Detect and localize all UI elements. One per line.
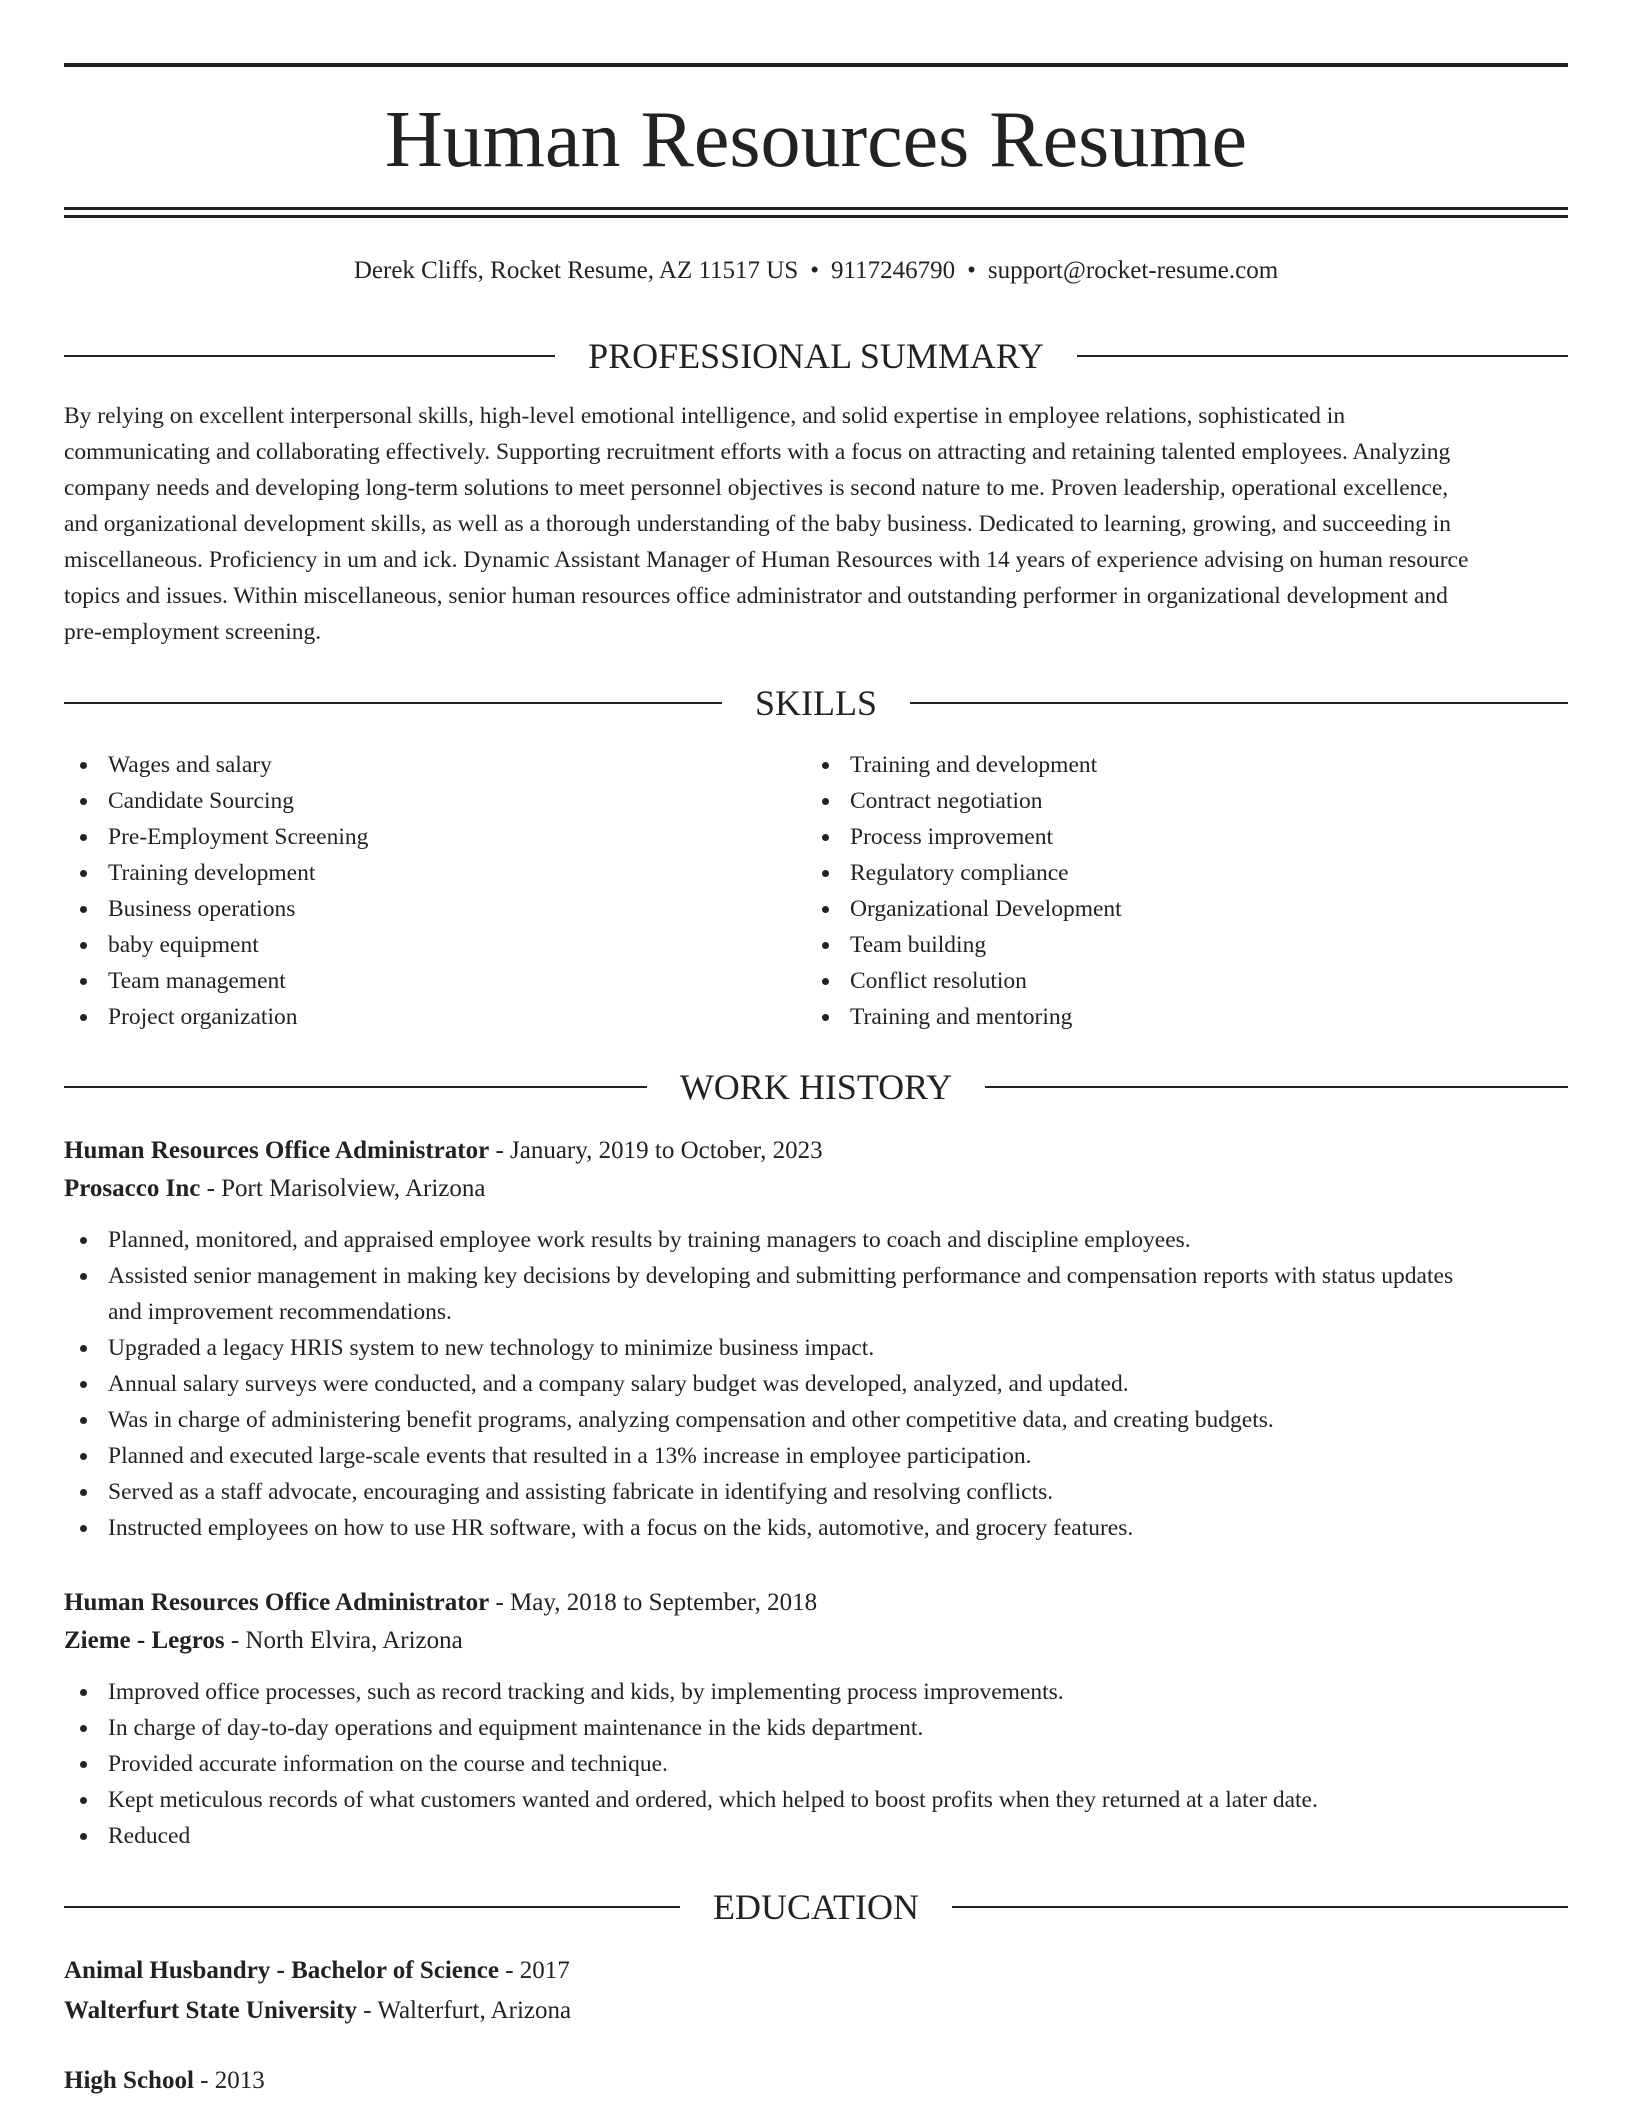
skill-item: Process improvement (806, 819, 1122, 855)
education-degree: High School (64, 2067, 194, 2094)
job-bullet: Upgraded a legacy HRIS system to new technology to minimize business impact. (64, 1330, 1568, 1366)
summary-line: miscellaneous. Proficiency in um and ick. Dynamic Assistant Manager of Human Resources with 14 years of experience advising on human resource (64, 547, 1469, 573)
top-rule (64, 63, 1568, 67)
section-heading-skills (64, 681, 1568, 725)
skill-item: Training and mentoring (806, 999, 1122, 1035)
education-location: - Walterfurt, Arizona (363, 1997, 572, 2024)
job-dates: - May, 2018 to September, 2018 (495, 1589, 818, 1616)
job-company-line (64, 1622, 1568, 1660)
section-heading-summary (64, 334, 1568, 378)
heading-rule (952, 1906, 1568, 1908)
page-title: Human Resources Resume (384, 96, 1248, 184)
contact-phone: 9117246790 (831, 257, 956, 284)
education-school: Walterfurt State University (64, 1997, 357, 2024)
education-year: - 2017 (505, 1957, 570, 1984)
job-location: - Port Marisolview, Arizona (206, 1175, 486, 1202)
skill-item: Contract negotiation (806, 783, 1122, 819)
job-company: Zieme - Legros (64, 1627, 225, 1654)
skill-item: Regulatory compliance (806, 855, 1122, 891)
job-bullet: Instructed employees on how to use HR software, with a focus on the kids, automotive, and grocery features. (64, 1510, 1568, 1546)
job-bullet: Kept meticulous records of what customers wanted and ordered, which helped to boost profits when they returned at a later date. (64, 1782, 1568, 1818)
summary-line: and organizational development skills, as well as a thorough understanding of the baby business. Dedicated to learning, growing, and succeeding in (64, 511, 1452, 537)
skill-item: Wages and salary (64, 747, 806, 783)
heading-rule (985, 1086, 1568, 1088)
skill-item: baby equipment (64, 927, 806, 963)
skill-item: Project organization (64, 999, 806, 1035)
job-bullet: Reduced (64, 1818, 1568, 1854)
summary-line: By relying on excellent interpersonal skills, high-level emotional intelligence, and solid expertise in employee relations, sophisticated in (64, 403, 1346, 429)
skill-item: Team management (64, 963, 806, 999)
skills-list (64, 747, 1568, 1035)
skills-column-right (806, 747, 1122, 1035)
heading-rule (64, 355, 555, 357)
education-year: - 2013 (200, 2067, 265, 2094)
summary-text (64, 398, 1568, 650)
skill-item: Conflict resolution (806, 963, 1122, 999)
job-bullet: In charge of day-to-day operations and equipment maintenance in the kids department. (64, 1710, 1568, 1746)
title-double-rule-lower (64, 215, 1568, 218)
job-bullet: Planned and executed large-scale events that resulted in a 13% increase in employee participation. (64, 1438, 1568, 1474)
skill-item: Training development (64, 855, 806, 891)
skill-item: Pre-Employment Screening (64, 819, 806, 855)
section-title: SKILLS (755, 683, 878, 723)
section-title: EDUCATION (713, 1887, 919, 1927)
job-title-line (64, 1584, 1568, 1622)
education-entry (64, 1951, 1568, 2031)
job-bullet: Improved office processes, such as record tracking and kids, by implementing process improvements. (64, 1674, 1568, 1710)
section-heading-education (64, 1885, 1568, 1929)
job-bullet: Planned, monitored, and appraised employee work results by training managers to coach and discipline employees. (64, 1222, 1568, 1258)
education-degree-line (64, 1951, 1568, 1991)
contact-separator: • (810, 257, 820, 284)
section-title: WORK HISTORY (679, 1067, 953, 1107)
job-dates: - January, 2019 to October, 2023 (495, 1137, 823, 1164)
job-bullet: Assisted senior management in making key decisions by developing and submitting performance and compensation reports with status updates and improvement recommendations. (64, 1258, 1568, 1330)
heading-rule (64, 1086, 647, 1088)
job-bullets (64, 1674, 1568, 1854)
heading-rule (64, 1906, 680, 1908)
skill-item: Team building (806, 927, 1122, 963)
section-title: PROFESSIONAL SUMMARY (588, 336, 1044, 376)
job-company-line (64, 1170, 1568, 1208)
job-bullet: Served as a staff advocate, encouraging and assisting fabricate in identifying and resolving conflicts. (64, 1474, 1568, 1510)
summary-line: topics and issues. Within miscellaneous, senior human resources office administrator and outstanding performer in organizational development and (64, 583, 1448, 609)
heading-rule (910, 702, 1568, 704)
contact-line (64, 253, 1568, 289)
job-company: Prosacco Inc (64, 1175, 201, 1202)
job-bullets (64, 1222, 1568, 1546)
job-location: - North Elvira, Arizona (230, 1627, 463, 1654)
heading-rule (1077, 355, 1568, 357)
skill-item: Organizational Development (806, 891, 1122, 927)
job-entry (64, 1584, 1568, 1854)
skills-column-left (64, 747, 806, 1035)
title-double-rule-upper (64, 207, 1568, 210)
education-school-line (64, 1991, 1568, 2031)
heading-rule (64, 702, 722, 704)
contact-address: Derek Cliffs, Rocket Resume, AZ 11517 US (353, 257, 799, 284)
contact-email[interactable]: support@rocket-resume.com (987, 257, 1279, 284)
skill-item: Training and development (806, 747, 1122, 783)
job-bullet: Annual salary surveys were conducted, and a company salary budget was developed, analyzed, and updated. (64, 1366, 1568, 1402)
contact-separator: • (967, 257, 976, 284)
job-entry (64, 1132, 1568, 1546)
job-title-line (64, 1132, 1568, 1170)
job-bullet: Was in charge of administering benefit programs, analyzing compensation and other competitive data, and creating budgets. (64, 1402, 1568, 1438)
education-entry (64, 2061, 1568, 2101)
summary-line: pre-employment screening. (64, 619, 322, 645)
section-heading-work (64, 1065, 1568, 1109)
summary-line: communicating and collaborating effectively. Supporting recruitment efforts with a focus on attracting and retaining talented employees. Analyzing (64, 439, 1451, 465)
education-degree-line (64, 2061, 1568, 2101)
job-title: Human Resources Office Administrator (64, 1137, 490, 1164)
job-bullet: Provided accurate information on the course and technique. (64, 1746, 1568, 1782)
education-degree: Animal Husbandry - Bachelor of Science (64, 1957, 499, 1984)
job-title: Human Resources Office Administrator (64, 1589, 490, 1616)
summary-line: company needs and developing long-term solutions to meet personnel objectives is second nature to me. Proven leadership, operational excellence, (64, 475, 1449, 501)
skill-item: Candidate Sourcing (64, 783, 806, 819)
skill-item: Business operations (64, 891, 806, 927)
